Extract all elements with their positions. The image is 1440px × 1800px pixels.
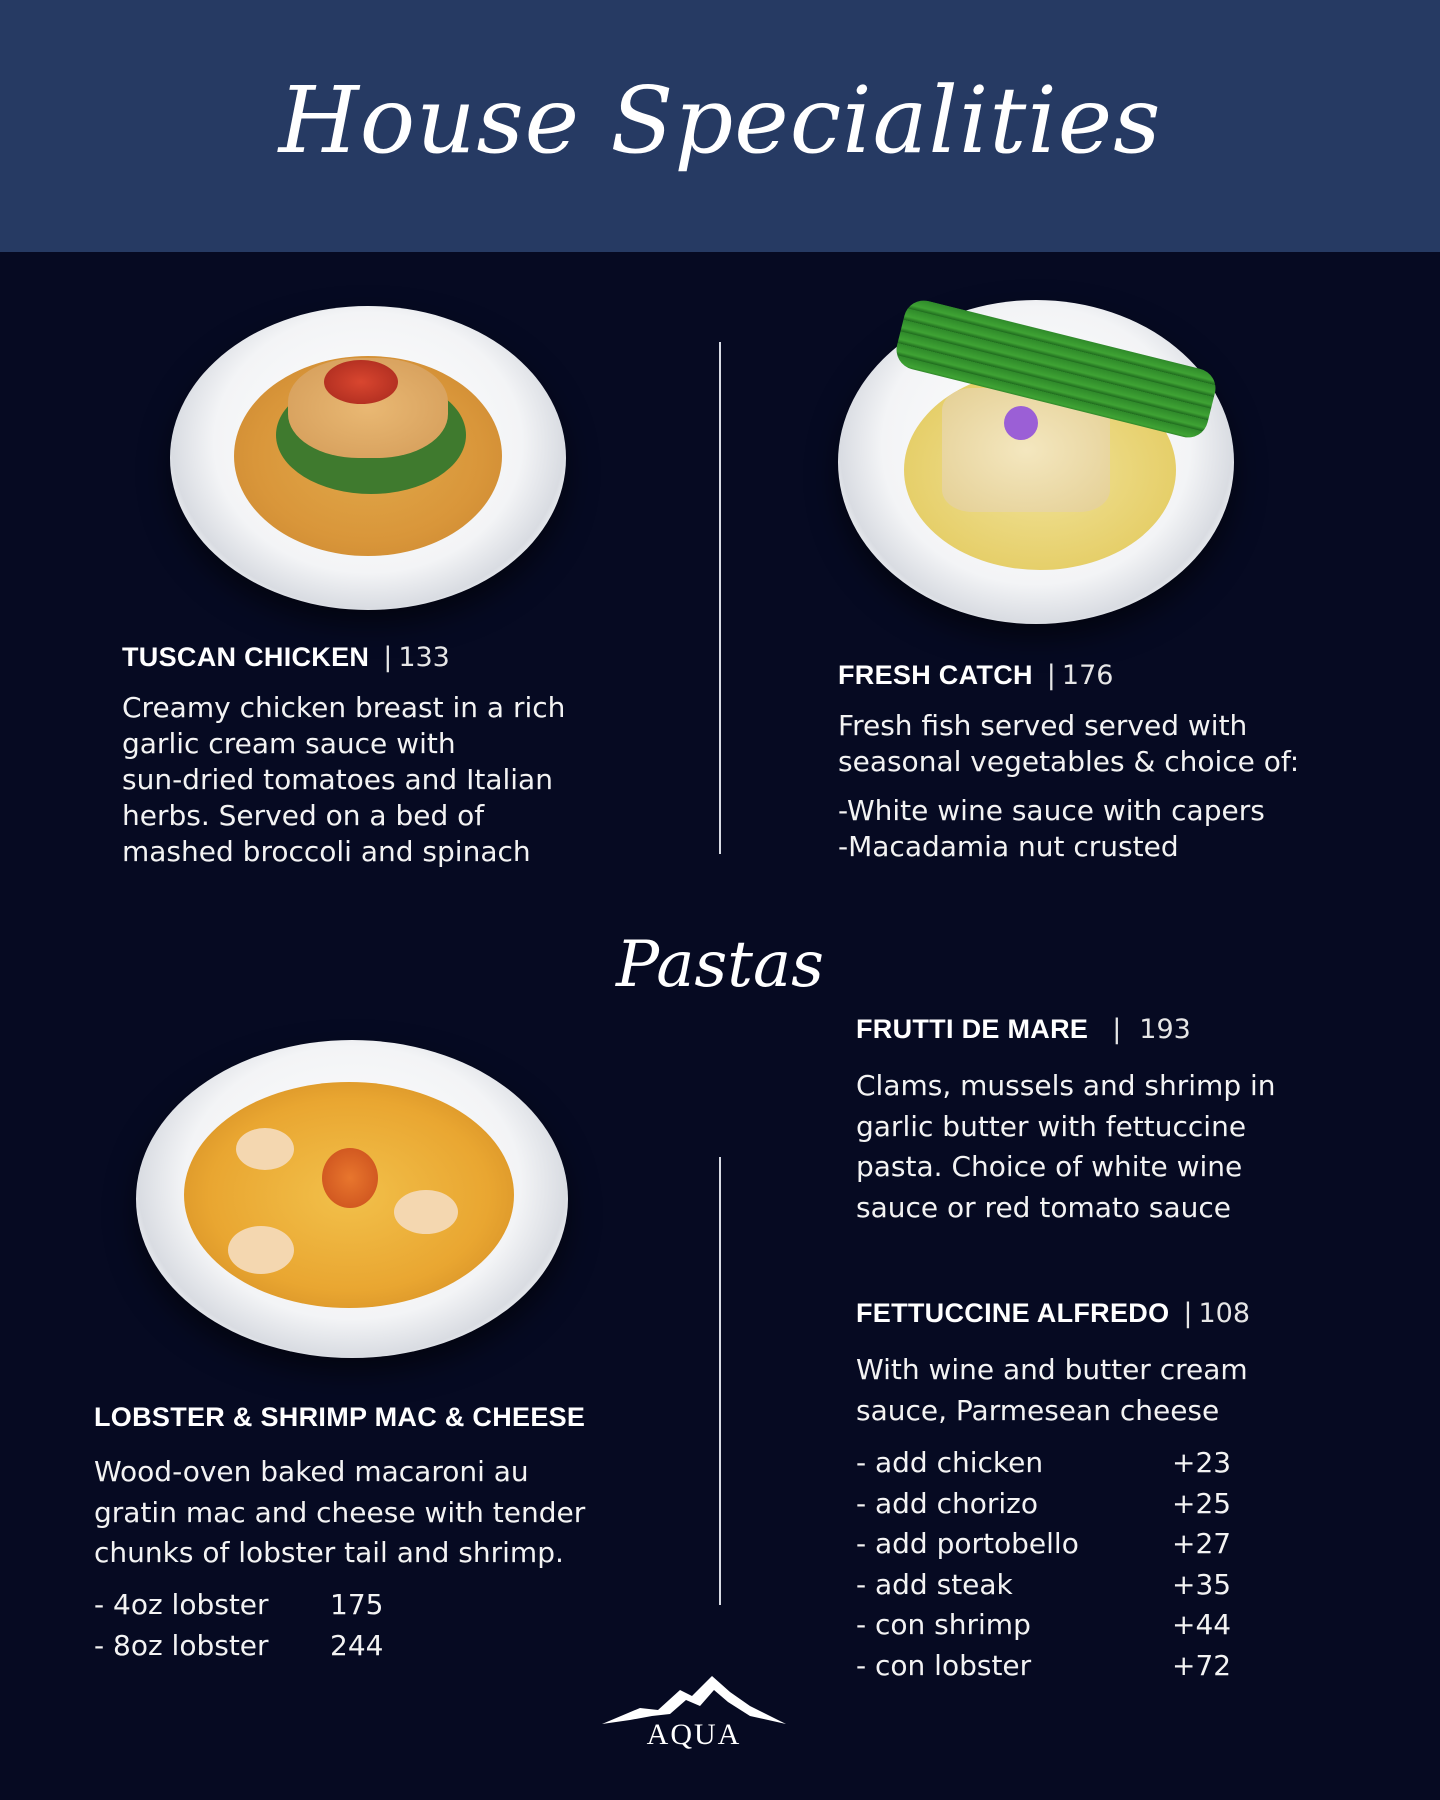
sun-dried-tomato [324,360,398,404]
fettuccine-alfredo-description: With wine and butter cream sauce, Parmesean cheese [856,1353,1248,1427]
tuscan-chicken-price: 133 [398,642,450,673]
tuscan-chicken-title: TUSCAN CHICKEN | 133 [122,642,450,673]
header-banner [0,0,1440,252]
addon-row: - add portobello +27 [856,1527,1232,1560]
fresh-catch-option: -Macadamia nut crusted [838,830,1179,863]
addon-row: - add steak +35 [856,1567,1232,1601]
lobster-chunk [394,1190,458,1234]
lobster-mac-title: LOBSTER & SHRIMP MAC & CHEESE [94,1402,586,1432]
logo-text: AQUA [646,1718,742,1751]
fresh-catch-title: FRESH CATCH | 176 [838,660,1114,691]
addon-row: - add chorizo +25 [856,1486,1232,1520]
frutti-de-mare-price: 193 [1139,1014,1191,1045]
frutti-de-mare-title: FRUTTI DE MARE | 193 [856,1014,1191,1045]
edible-flower [1004,406,1038,440]
fettuccine-alfredo-price: 108 [1198,1298,1251,1329]
fettuccine-alfredo-title: FETTUCCINE ALFREDO | 108 [856,1298,1251,1329]
size-row: - 4oz lobster 175 [94,1588,384,1621]
fresh-catch-option: -White wine sauce with capers [838,794,1265,827]
section-title-pastas: Pastas [616,928,824,1002]
addon-row: - con shrimp +44 [856,1608,1232,1641]
aqua-logo [600,1672,788,1752]
shrimp [322,1148,378,1208]
lobster-mac-description: Wood-oven baked macaroni au gratin mac and cheese with tender chunks of lobster tail and shrimp. [94,1455,586,1569]
page-title: House Specialities [278,66,1162,174]
lobster-chunk [228,1226,294,1274]
frutti-de-mare-description: Clams, mussels and shrimp in garlic butter with fettuccine pasta. Choice of white wine sauce or red tomato sauce [856,1069,1276,1224]
fresh-catch-description: Fresh fish served served with seasonal vegetables & choice of: -White wine sauce with capers -Macadamia nut crusted [838,709,1300,863]
fresh-catch-image [838,300,1234,624]
fresh-catch-price: 176 [1061,660,1114,691]
addon-row: - add chicken +23 [856,1446,1232,1479]
size-row: - 8oz lobster 244 [94,1628,384,1662]
addon-row: - con lobster +72 [856,1648,1232,1682]
divider-bottom [719,1157,721,1605]
lobster-chunk [236,1128,294,1170]
tuscan-chicken-description: Creamy chicken breast in a rich garlic cream sauce with sun-dried tomatoes and Italian herbs. Served on a bed of mashed broccoli and spinach [122,691,566,868]
tuscan-chicken-image [170,306,566,610]
lobster-mac-sizes [94,1585,383,1666]
divider-top [719,342,721,854]
lobster-mac-image [136,1040,568,1358]
fettuccine-addons [856,1443,1231,1686]
